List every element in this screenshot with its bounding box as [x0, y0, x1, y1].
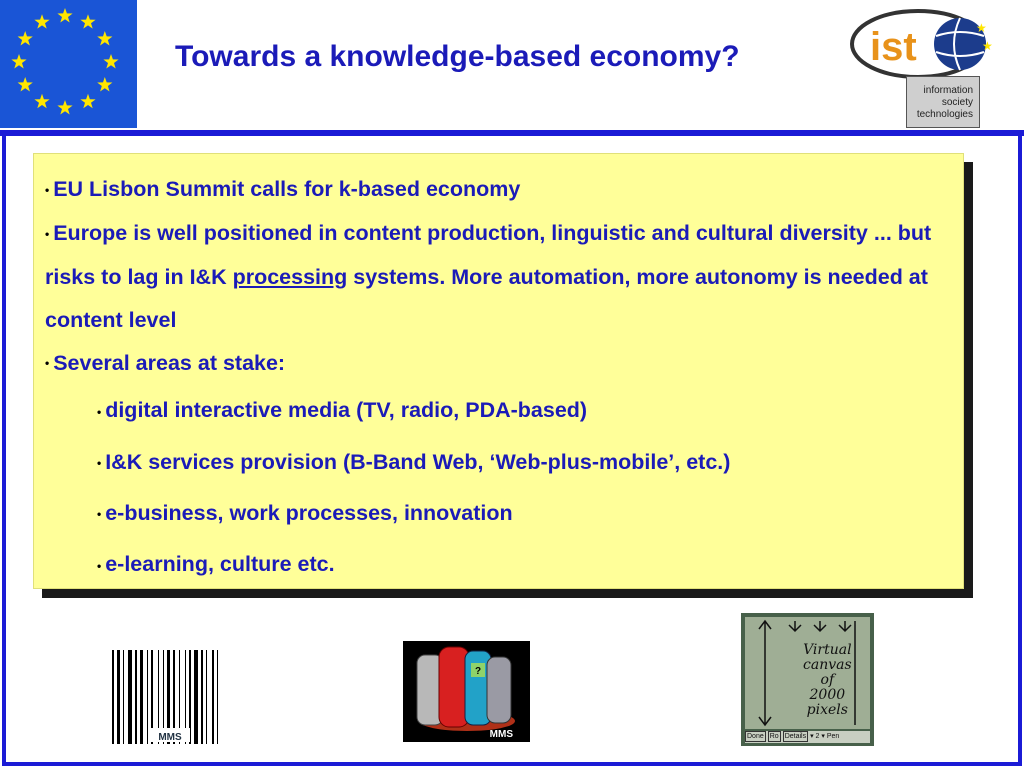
bullet-item	[45, 168, 963, 212]
phones-graphic	[403, 641, 530, 742]
barcode-bar	[217, 650, 218, 744]
barcode-bar	[123, 650, 124, 744]
pda-button: Done	[747, 733, 764, 740]
page-title: Towards a knowledge-based economy?	[175, 40, 740, 73]
sub-bullet-item	[45, 385, 963, 436]
barcode-image	[110, 648, 230, 744]
content-box	[33, 153, 964, 589]
ist-logo	[848, 6, 1016, 130]
barcode-bar	[112, 650, 114, 744]
svg-text:?: ?	[474, 666, 482, 677]
pda-button: Ro	[769, 733, 779, 740]
eu-star-icon	[18, 31, 33, 46]
bullet-icon: •	[97, 456, 102, 471]
barcode-label: MMS	[158, 732, 182, 743]
bullet-text: EU Lisbon Summit calls for k-based economy	[53, 177, 521, 201]
pda-button: ▾ 2	[810, 733, 820, 740]
eu-star-icon	[57, 8, 72, 23]
sub-bullet-text: I&K services provision (B-Band Web, ‘Web-plus-mobile’, etc.)	[105, 449, 731, 474]
barcode-bar	[128, 650, 132, 744]
svg-text:★: ★	[982, 39, 993, 53]
pda-line: 2000	[809, 687, 846, 703]
ist-box	[906, 76, 980, 128]
sub-bullet-text: e-business, work processes, innovation	[105, 501, 513, 526]
barcode-bar	[140, 650, 143, 744]
eu-star-icon	[80, 94, 95, 109]
barcode-bar	[194, 650, 198, 744]
pda-image	[741, 613, 874, 746]
eu-star-icon	[97, 77, 112, 92]
eu-star-icon	[34, 14, 49, 28]
pda-canvas-text	[803, 643, 852, 718]
sub-bullet-item	[45, 437, 963, 488]
ist-box-line: information	[923, 85, 973, 96]
barcode-bar	[117, 650, 120, 744]
barcode-bar	[147, 650, 148, 744]
bullet-text: Several areas at stake:	[53, 350, 286, 375]
eu-star-icon	[97, 31, 112, 46]
pda-button: ▾ Pen	[821, 733, 840, 740]
ist-box-line: technologies	[916, 109, 973, 120]
bullet-icon: •	[97, 558, 102, 573]
eu-star-icon	[34, 94, 49, 109]
sub-bullet-text: e-learning, culture etc.	[105, 552, 335, 577]
barcode-bar	[206, 650, 207, 744]
barcode-graphic	[110, 648, 230, 744]
mobile-phones-image	[403, 641, 530, 742]
eu-star-icon	[103, 54, 118, 69]
pda-line: Virtual	[803, 642, 852, 658]
bullet-icon: •	[97, 404, 102, 419]
bullet-icon: •	[45, 356, 50, 371]
pda-line: pixels	[806, 702, 848, 718]
bullet-icon: •	[45, 226, 50, 241]
sub-bullet-item	[45, 488, 963, 539]
eu-star-icon	[57, 100, 72, 115]
eu-star-icon	[80, 14, 95, 28]
pda-line: of	[820, 672, 835, 688]
svg-text:★: ★	[976, 21, 987, 35]
bullet-item	[45, 342, 963, 386]
phones-label: MMS	[489, 729, 513, 740]
eu-flag-icon	[0, 0, 137, 128]
pda-toolbar	[745, 731, 870, 743]
pda-button: Details	[784, 733, 807, 740]
bullet-item	[45, 212, 963, 342]
bullet-text: Europe is well positioned in content production, linguistic and cultural diversity ... but risks to lag in I&K	[45, 220, 932, 289]
ist-box-line: society	[941, 97, 973, 108]
underlined-word: processing	[232, 264, 348, 289]
bullet-icon: •	[45, 182, 50, 197]
pda-screen	[745, 617, 870, 729]
sub-bullet-text: digital interactive media (TV, radio, PDA-based)	[105, 398, 588, 423]
barcode-bar	[201, 650, 203, 744]
eu-stars	[0, 0, 137, 128]
eu-star-icon	[18, 77, 33, 92]
bullet-icon: •	[97, 507, 102, 522]
barcode-bar	[135, 650, 137, 744]
eu-star-icon	[11, 54, 26, 69]
bullet-text: systems. More automation, more autonomy is needed at content level	[45, 264, 928, 332]
ist-logo-text: ist	[870, 25, 917, 69]
sub-bullet-item	[45, 539, 963, 590]
pda-line: canvas	[803, 657, 852, 673]
barcode-bar	[212, 650, 214, 744]
